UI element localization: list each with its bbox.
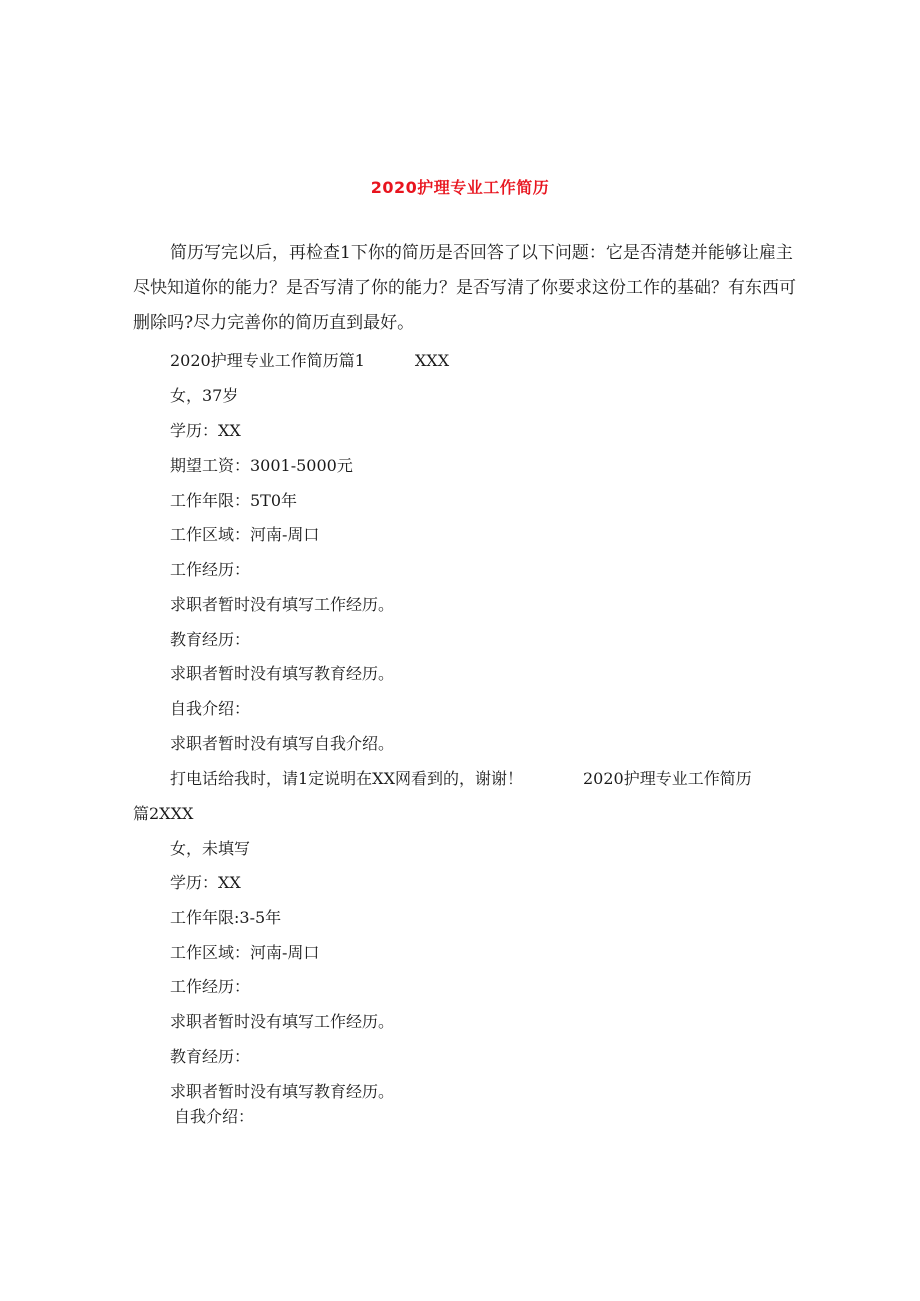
resume2-self-label: 自我介绍： — [174, 1107, 255, 1126]
resume1-edu-value: 求职者暂时没有填写教育经历。 — [170, 664, 395, 683]
resume1-work-label: 工作经历： — [170, 560, 251, 579]
resume1-region: 工作区域：河南-周口 — [170, 525, 320, 544]
resume2-edu-label: 教育经历： — [170, 1047, 251, 1066]
resume1-call-line — [170, 766, 752, 789]
intro-paragraph: 简历写完以后，再检查1下你的简历是否回答了以下问题：它是否清楚并能够让雇主尽快知道你的能力？是否写清了你的能力？是否写清了你要求这份工作的基础？有东西可删除吗?尽力完善你的简历直到最好。 — [133, 243, 796, 333]
resume2-work-value: 求职者暂时没有填写工作经历。 — [170, 1012, 395, 1031]
resume2-region: 工作区域：河南-周口 — [170, 943, 320, 962]
resume1-edu-label: 教育经历： — [170, 630, 251, 649]
resume1-call-note: 打电话给我时，请1定说明在XX网看到的，谢谢！ — [170, 769, 523, 788]
resume1-self-label: 自我介绍： — [170, 699, 251, 718]
resume1-education: 学历：XX — [170, 421, 241, 440]
resume2-education: 学历：XX — [170, 873, 241, 892]
resume1-self-value: 求职者暂时没有填写自我介绍。 — [170, 734, 395, 753]
resume1-heading-line — [170, 348, 449, 371]
resume2-gender: 女，未填写 — [170, 839, 251, 858]
resume1-work-value: 求职者暂时没有填写工作经历。 — [170, 595, 395, 614]
resume1-heading: 2020护理专业工作简历篇1 — [170, 351, 365, 370]
resume2-heading-part2: 篇2XXX — [133, 804, 194, 823]
resume2-work-label: 工作经历： — [170, 977, 251, 996]
resume1-years: 工作年限：5T0年 — [170, 491, 298, 510]
resume1-salary: 期望工资：3001-5000元 — [170, 456, 353, 475]
resume1-name: XXX — [414, 351, 450, 370]
resume2-heading-part1: 2020护理专业工作简历 — [582, 769, 752, 788]
resume2-edu-value: 求职者暂时没有填写教育经历。 — [170, 1082, 395, 1101]
resume2-years: 工作年限:3-5年 — [170, 908, 282, 927]
document-title: 2020护理专业工作简历 — [370, 178, 550, 197]
resume1-gender-age: 女，37岁 — [170, 386, 239, 405]
